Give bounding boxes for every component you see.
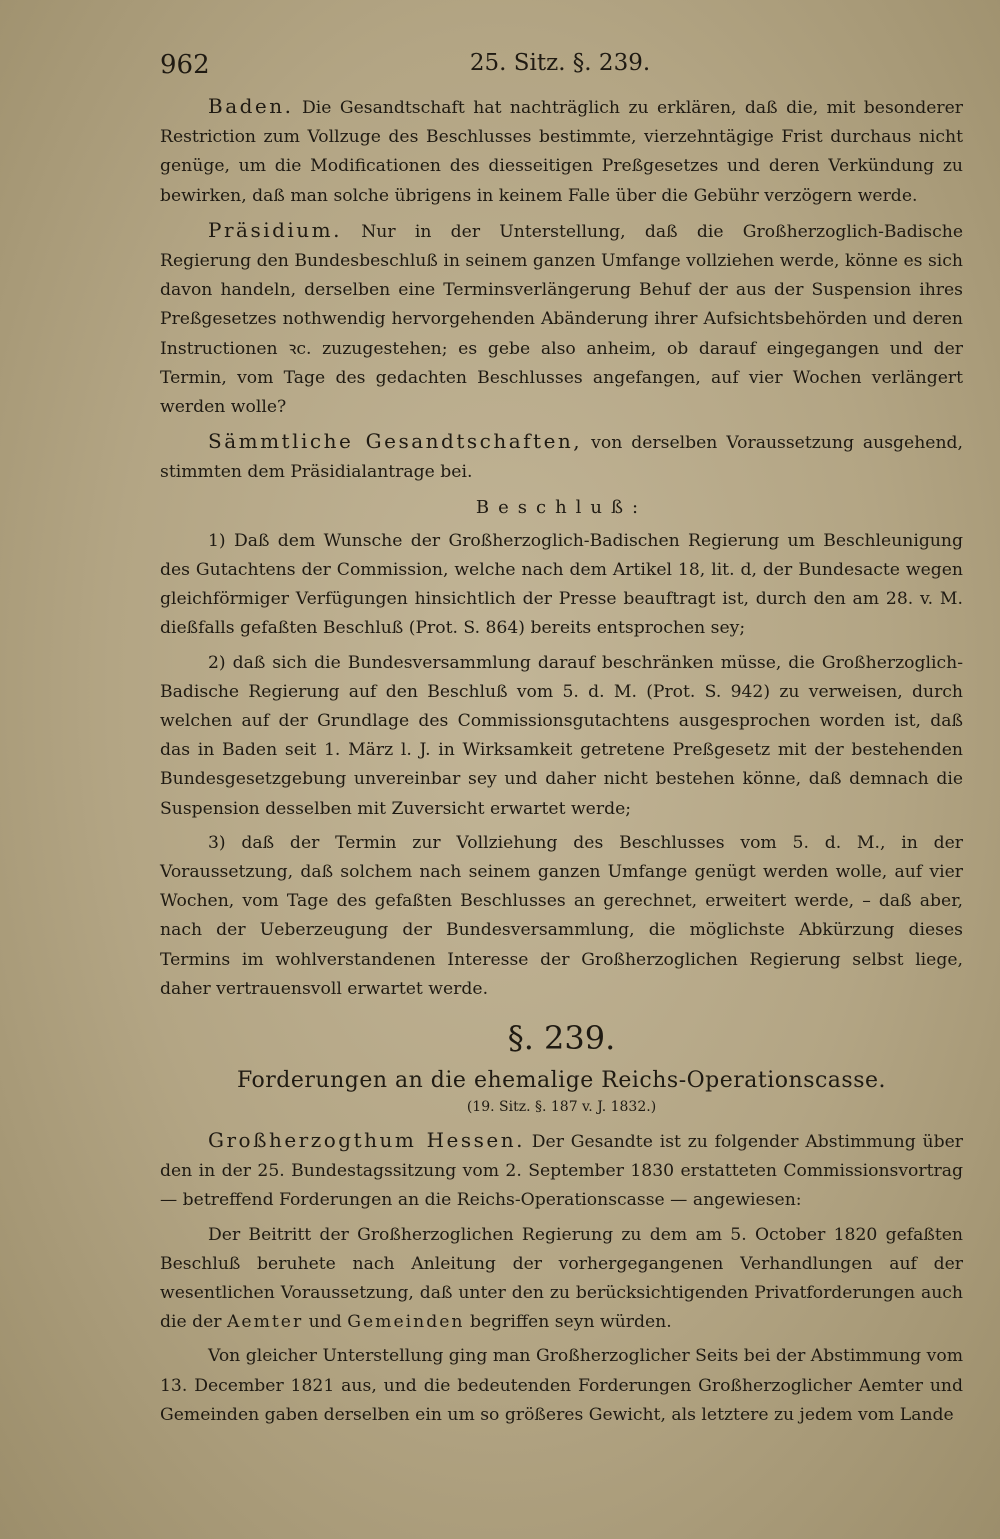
section-title: Forderungen an die ehemalige Reichs-Operationscasse.: [236, 1068, 887, 1093]
resolution-item-3: 3) daß der Termin zur Vollziehung des Beschlusses vom 5. d. M., in der Voraussetzung, daß solchem nach seinem ganzen Umfange genügt werden wolle, auf vier Wochen, vom Tage des gefaßten Beschlusses an gerechnet, erweitert werde, – daß aber, nach der Ueberzeugung der Bundesversammlung, die möglichste Abkürzung dieses Termins im wohlverstandenen Interesse der Großherzoglichen Regierung selbst liege, daher vertrauensvoll erwartet werde.: [160, 832, 963, 999]
running-head: 25. Sitz. §. 239.: [469, 50, 651, 76]
page-header: [160, 50, 960, 84]
speaker-gesandtschaften: Sämmtliche Gesandtschaften,: [208, 429, 583, 454]
paragraph-text: von derselben Voraussetzung ausgehend, stimmten dem Präsidialantrage bei.: [160, 433, 963, 483]
protocol-text-lower: [160, 1126, 963, 1435]
protocol-text-upper: [160, 92, 963, 1009]
paragraph-text: Der Gesandte ist zu folgender Abstimmung über den in der 25. Bundestagssitzung vom 2. September 1830 erstatteten Commissionsvortrag — betreffend Forderungen an die Reichs-Operationscasse — angewiesen:: [160, 1132, 963, 1211]
paragraph-text: Der Beitritt der Großherzoglichen Regierung zu dem am 5. October 1820 gefaßten Beschluß beruhete nach Anleitung der vorhergegangenen Verhandlungen auf der wesentlichen Voraussetzung, daß unter den zu berücksichtigenden Privatforderungen auch die der: [160, 1224, 963, 1333]
beschluss-heading: Beschluß:: [475, 496, 648, 518]
speaker-hessen: Großherzogthum Hessen.: [208, 1128, 525, 1152]
speaker-praesidium: Präsidium.: [208, 217, 343, 242]
section-number: §. 239.: [507, 1019, 616, 1057]
paragraph-baden: [160, 92, 963, 211]
paragraph-hessen: [160, 1126, 963, 1216]
page-number: 962: [160, 50, 210, 80]
resolution-item-1: 1) Daß dem Wunsche der Großherzoglich-Badischen Regierung um Beschleunigung des Gutachtens der Commission, welche nach dem Artikel 18, lit. d, der Bundesacte wegen gleichförmiger Verfügungen hinsichtlich der Presse beauftragt ist, durch den am 28. v. M. dießfalls gefaßten Beschluß (Prot. S. 864) bereits entsprochen sey;: [160, 530, 963, 639]
resolution-item-2: 2) daß sich die Bundesversammlung darauf beschränken müsse, die Großherzoglich-Badische Regierung auf den Beschluß vom 5. d. M. (Prot. S. 942) zu verweisen, durch welchen auf der Grundlage des Commissionsgutachtens ausgesprochen worden ist, daß das in Baden seit 1. März l. J. in Wirksamkeit getretene Preßgesetz mit der bestehenden Bundesgesetzgebung unvereinbar sey und daher nicht bestehen könne, daß demnach die Suspension desselben mit Zuversicht erwartet werde;: [160, 652, 963, 819]
section-heading-block: [160, 1018, 963, 1118]
speaker-baden: Baden.: [208, 94, 294, 118]
paragraph-unterstellung: Von gleicher Unterstellung ging man Großherzoglicher Seits bei der Abstimmung vom 13. December 1821 aus, und die bedeutenden Forderungen Großherzoglicher Aemter und Gemeinden gaben derselben ein um so größeres Gewicht, als letztere zu jedem vom Lande: [160, 1346, 963, 1425]
paragraph-text: begriffen seyn würden.: [469, 1312, 672, 1333]
paragraph-text: und: [308, 1312, 342, 1333]
section-reference: (19. Sitz. §. 187 v. J. 1832.): [466, 1099, 657, 1115]
paragraph-text: Nur in der Unterstellung, daß die Großherzoglich-Badische Regierung den Bundesbeschluß in seinem ganzen Umfange vollziehen werde, könne es sich davon handeln, derselben eine Terminsverlängerung Behuf der aus der Suspension ihres Preßgesetzes nothwendig hervorgehenden Abänderung ihrer Aufsichtsbehörden und deren Instructionen ꝛc. zuzugestehen; es gebe also anheim, ob darauf eingegangen und der Termin, vom Tage des gedachten Beschlusses angefangen, auf vier Wochen verlängert werden wolle?: [160, 221, 963, 418]
emphasis-gemeinden: Gemeinden: [347, 1312, 465, 1333]
paragraph-text: Die Gesandtschaft hat nachträglich zu erklären, daß die, mit besonderer Restriction zum Vollzuge des Beschlusses bestimmte, vierzehntägige Frist durchaus nicht genüge, um die Modificationen des diesseitigen Preßgesetzes und deren Verkündung zu bewirken, daß man solche übrigens in keinem Falle über die Gebühr verzögern werde.: [160, 98, 963, 206]
paragraph-praesidium: [160, 216, 963, 422]
paragraph-beitritt: [160, 1221, 963, 1338]
paragraph-gesandtschaften: [160, 427, 963, 487]
emphasis-aemter: Aemter: [227, 1312, 304, 1333]
